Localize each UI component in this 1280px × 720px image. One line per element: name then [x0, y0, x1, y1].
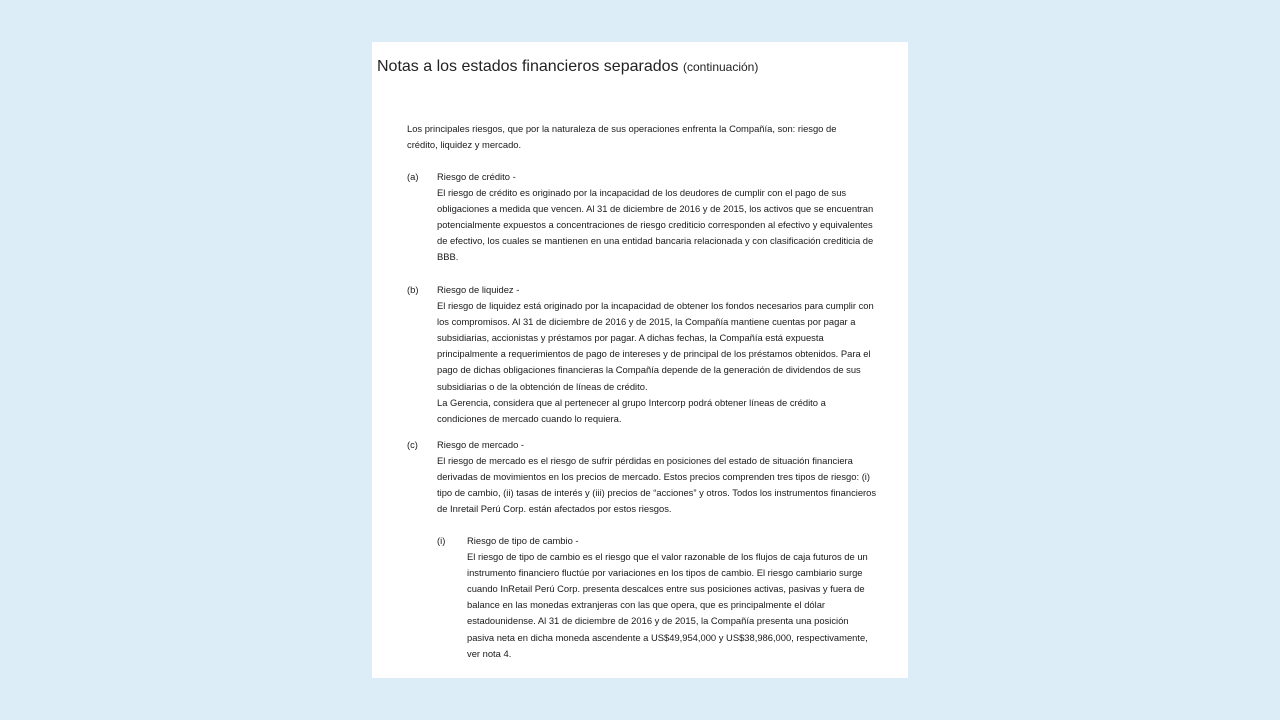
section-heading: Riesgo de crédito - [437, 171, 516, 182]
section-paragraph: La Gerencia, considera que al pertenecer al grupo Intercorp podrá obtener líneas de crédito a condiciones de mercado cuando lo requiera. [437, 396, 826, 424]
subsection-paragraph: El riesgo de tipo de cambio es el riesgo que el valor razonable de los flujos de caja futuros de un instrumento financiero fluctúe por variaciones en los tipos de cambio. El riesgo cambiario surge cuando InRetail Perú Corp. presenta descalces entre sus posiciones activas, pasivas y fuera de balance en las monedas extranjeras con las que opera, que es principalmente el dólar estadounidense. Al 31 de diciembre de 2016 y de 2015, la Compañía presenta una posición pasiva neta en dicha moneda ascendente a US$49,954,000 y US$38,986,000, respectivamente, ver nota 4. [467, 551, 868, 659]
section-marker: (c) [407, 439, 418, 450]
section-paragraph: El riesgo de mercado es el riesgo de sufrir pérdidas en posiciones del estado de situación financiera derivadas de movimientos en los precios de mercado. Estos precios comprenden tres tipos de riesgo: (i) tipo de cambio, (ii) tasas de interés y (iii) precios de “acciones” y otros. Todos los instrumentos financieros de Inretail Perú Corp. están afectados por estos riesgos. [437, 455, 877, 515]
section-paragraph: El riesgo de liquidez está originado por la incapacidad de obtener los fondos necesarios para cumplir con los compromisos. Al 31 de diciembre de 2016 y de 2015, la Compañía mantiene cuentas por pagar a subsidiarias, accionistas y préstamos por pagar. A dichas fechas, la Compañía está expuesta principalmente a requerimientos de pago de intereses y de principal de los préstamos obtenidos. Para el pago de dichas obligaciones financieras la Compañía depende de la generación de dividendos de sus subsidiarias o de la obtención de líneas de crédito. [437, 300, 874, 392]
page-title [377, 58, 758, 76]
subsection-marker: (i) [437, 535, 446, 546]
section-heading: Riesgo de liquidez - [437, 284, 520, 295]
section-marker: (b) [407, 284, 419, 295]
page-title-suffix: (continuación) [682, 60, 759, 74]
document-page [372, 42, 908, 678]
section-paragraph: El riesgo de crédito es originado por la incapacidad de los deudores de cumplir con el pago de sus obligaciones a medida que vencen. Al 31 de diciembre de 2016 y de 2015, los activos que se encuentran potencialmente expuestos a concentraciones de riesgo crediticio corresponden al efectivo y equivalentes de efectivo, los cuales se mantienen en una entidad bancaria relacionada y con clasificación crediticia de BBB. [437, 187, 874, 263]
section-marker: (a) [407, 171, 419, 182]
section-heading: Riesgo de mercado - [437, 439, 525, 450]
intro-paragraph: Los principales riesgos, que por la naturaleza de sus operaciones enfrenta la Compañía, son: riesgo de crédito, liquidez y mercado. [407, 123, 837, 151]
subsection-heading: Riesgo de tipo de cambio - [467, 535, 579, 546]
page-title-main: Notas a los estados financieros separados [377, 58, 679, 75]
